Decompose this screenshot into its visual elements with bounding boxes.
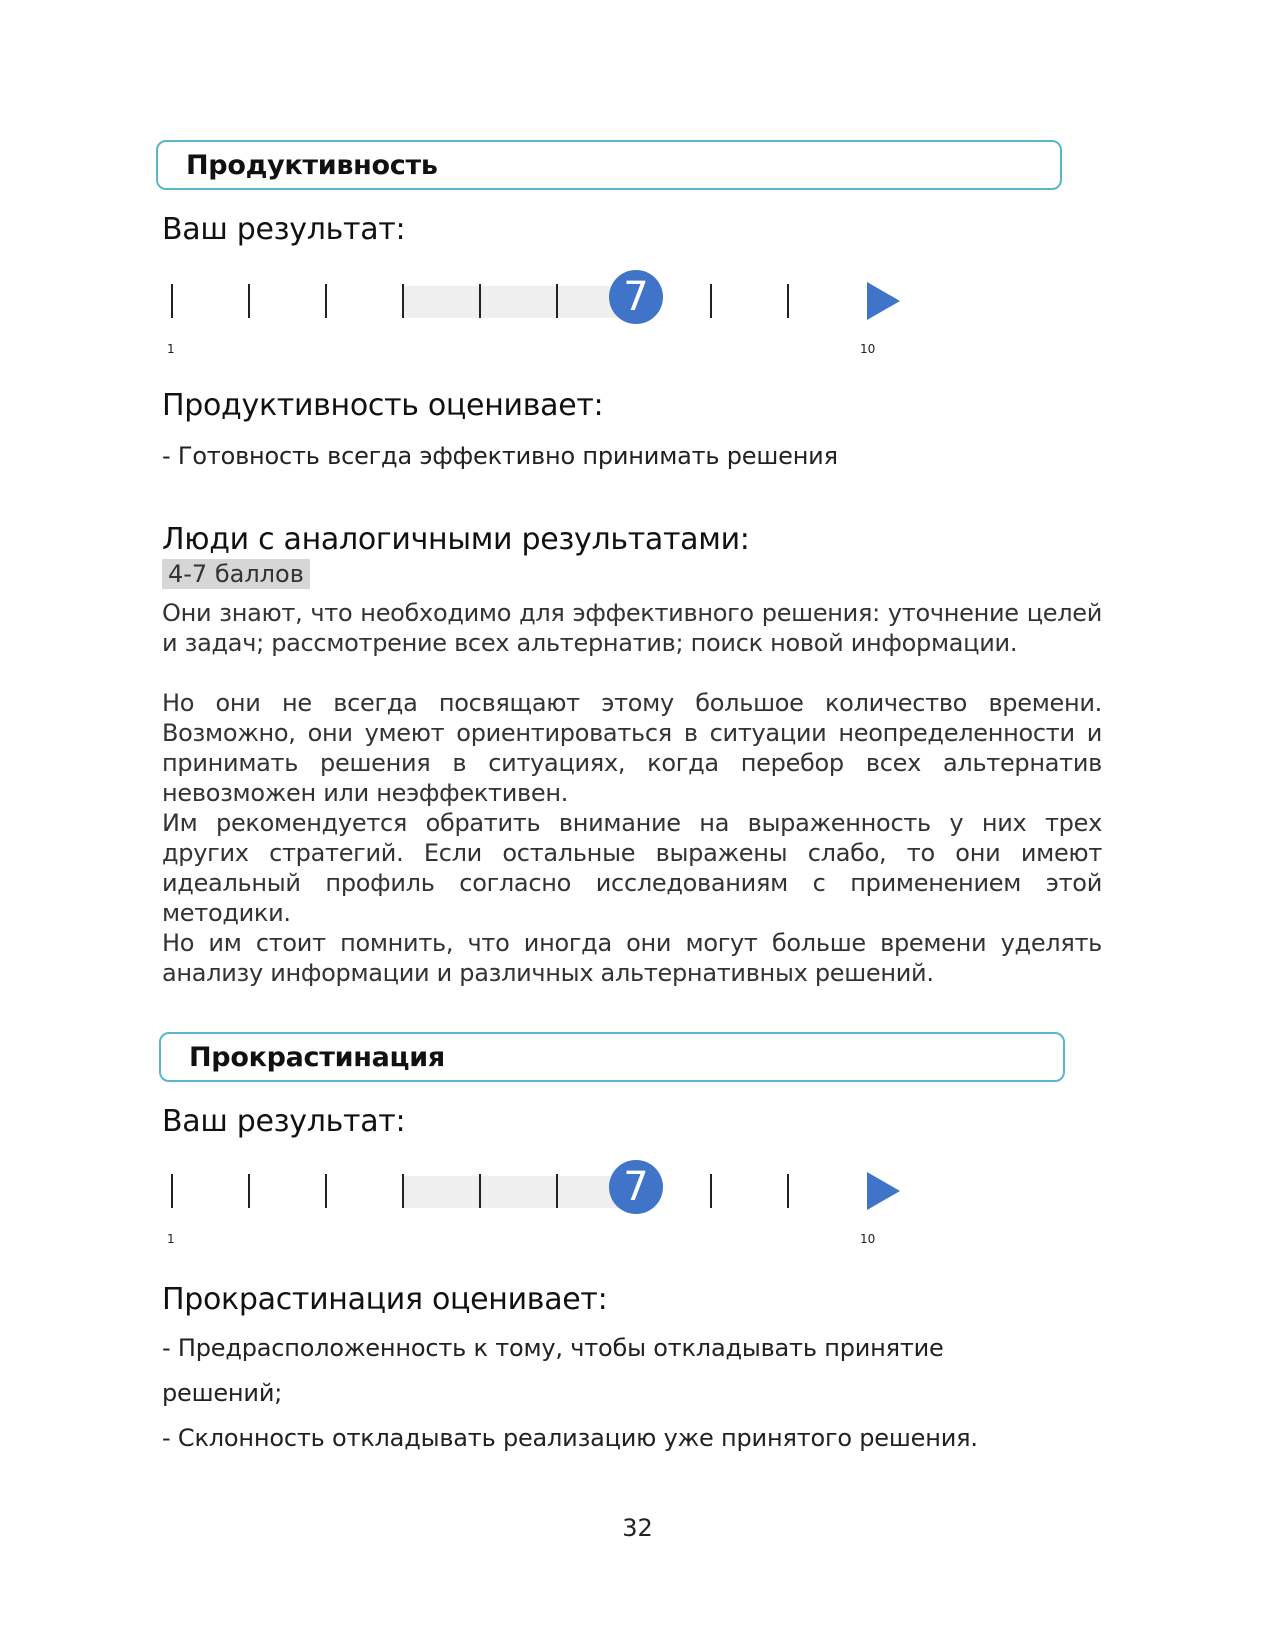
scale-tick-6 — [556, 284, 558, 318]
scale-end-arrow-icon — [867, 282, 900, 320]
scale-max-label: 10 — [860, 342, 876, 356]
section-title: Продуктивность — [186, 150, 438, 181]
scale-end-arrow-icon — [867, 1172, 900, 1210]
evaluates-bullet: - Готовность всегда эффективно принимать решения — [162, 442, 838, 470]
evaluates-bullet: - Предрасположенность к тому, чтобы откладывать принятие — [162, 1334, 944, 1362]
evaluates-bullet: - Склонность откладывать реализацию уже принятого решения. — [162, 1424, 978, 1452]
evaluates-bullet-continuation: решений; — [162, 1379, 283, 1407]
scale-tick-1 — [171, 1174, 173, 1208]
score-scale — [162, 1160, 922, 1250]
scale-tick-9 — [787, 1174, 789, 1208]
scale-tick-1 — [171, 284, 173, 318]
paragraph-4: Но им стоит помнить, что иногда они могут больше времени уделять анализу информации и различных альтернативных решений. — [162, 929, 1102, 987]
paragraph-1: Они знают, что необходимо для эффективного решения: уточнение целей и задач; рассмотрение всех альтернатив; поиск новой информации. — [162, 599, 1102, 657]
scale-tick-4 — [402, 284, 404, 318]
score-range-fill — [403, 286, 633, 318]
paragraph-3: Им рекомендуется обратить внимание на выраженность у них трех других стратегий. Если остальные выражены слабо, то они имеют идеальный профиль согласно исследованиям с применением этой методики. — [162, 809, 1102, 927]
result-label: Ваш результат: — [162, 1104, 406, 1139]
paragraph-2: Но они не всегда посвящают этому большое количество времени. Возможно, они умеют ориентироваться в ситуации неопределенности и принимать решения в ситуациях, когда перебор всех альтернатив невозможен или неэффективен. — [162, 689, 1102, 807]
score-marker: 7 — [609, 270, 663, 324]
evaluates-heading: Прокрастинация оценивает: — [162, 1282, 608, 1317]
scale-tick-6 — [556, 1174, 558, 1208]
scale-tick-5 — [479, 1174, 481, 1208]
scale-min-label: 1 — [167, 342, 175, 356]
scale-tick-8 — [710, 284, 712, 318]
scale-tick-3 — [325, 284, 327, 318]
section-header-procrastination — [159, 1032, 1065, 1082]
people-heading: Люди с аналогичными результатами: — [162, 522, 750, 557]
scale-tick-4 — [402, 1174, 404, 1208]
scale-tick-2 — [248, 1174, 250, 1208]
result-label: Ваш результат: — [162, 212, 406, 247]
scale-tick-5 — [479, 284, 481, 318]
score-marker: 7 — [609, 1160, 663, 1214]
scale-tick-3 — [325, 1174, 327, 1208]
section-header-productivity — [156, 140, 1062, 190]
scale-tick-2 — [248, 284, 250, 318]
scale-min-label: 1 — [167, 1232, 175, 1246]
evaluates-heading: Продуктивность оценивает: — [162, 388, 604, 423]
section-title: Прокрастинация — [189, 1042, 445, 1073]
score-scale — [162, 270, 922, 360]
scale-tick-8 — [710, 1174, 712, 1208]
page-number: 32 — [622, 1514, 653, 1542]
score-range-fill — [403, 1176, 633, 1208]
scale-max-label: 10 — [860, 1232, 876, 1246]
score-range-badge: 4-7 баллов — [162, 559, 310, 589]
scale-tick-9 — [787, 284, 789, 318]
